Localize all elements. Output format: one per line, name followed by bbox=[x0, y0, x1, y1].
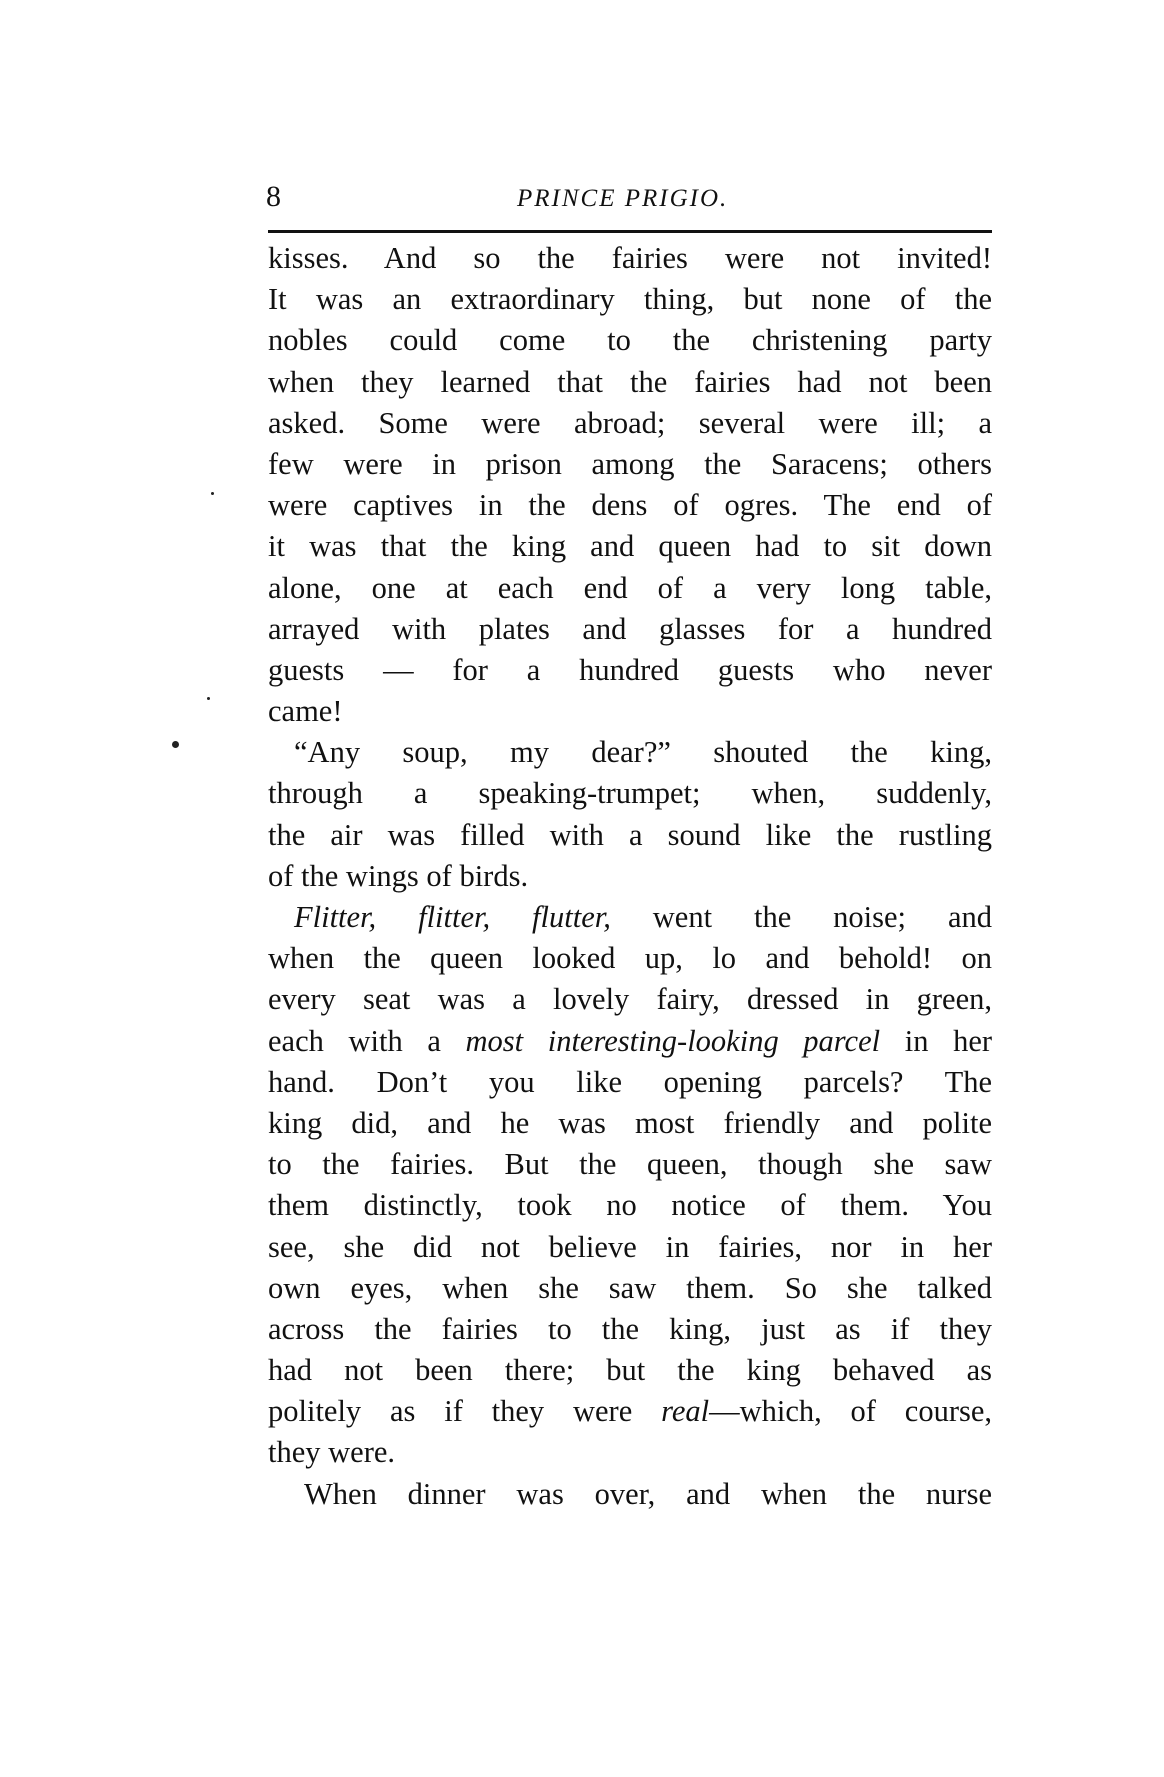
header-rule bbox=[268, 230, 992, 233]
text-line: king did, and he was most friendly and polite bbox=[268, 1105, 992, 1140]
text-line bbox=[268, 1391, 992, 1432]
text-line: through a speaking-trumpet; when, suddenly, bbox=[268, 776, 992, 811]
text-line: they were. bbox=[268, 1435, 396, 1470]
text-line: every seat was a lovely fairy, dressed in green, bbox=[268, 982, 992, 1017]
italic-text: real bbox=[661, 1394, 710, 1429]
running-title: PRINCE PRIGIO. bbox=[517, 185, 729, 212]
margin-speck bbox=[211, 492, 214, 495]
italic-text: Flitter, flitter, flutter, bbox=[294, 900, 611, 934]
text-run: went the noise; and bbox=[610, 900, 992, 934]
text-line: arrayed with plates and glasses for a hundred bbox=[268, 611, 992, 646]
text-line: of the wings of birds. bbox=[268, 858, 529, 893]
text-line: it was that the king and queen had to sit down bbox=[268, 529, 992, 564]
page-number: 8 bbox=[266, 180, 281, 213]
text-line: when the queen looked up, lo and behold! on bbox=[268, 941, 992, 976]
text-line: own eyes, when she saw them. So she talked bbox=[268, 1270, 992, 1305]
text-line: them distinctly, took no notice of them. You bbox=[268, 1188, 992, 1223]
text-line: kisses. And so the fairies were not invited! bbox=[268, 241, 992, 275]
text-line: “Any soup, my dear?” shouted the king, bbox=[294, 735, 992, 770]
text-line: had not been there; but the king behaved as bbox=[268, 1353, 992, 1388]
text-line: the air was filled with a sound like the rustling bbox=[268, 817, 992, 852]
text-line: came! bbox=[268, 694, 343, 729]
text-line: across the fairies to the king, just as if they bbox=[268, 1311, 992, 1346]
text-run: each with a bbox=[268, 1023, 466, 1058]
body-text bbox=[268, 238, 992, 1515]
text-line bbox=[268, 1021, 992, 1062]
margin-speck bbox=[172, 741, 179, 748]
italic-text: most interesting-looking parcel bbox=[465, 1023, 881, 1058]
text-line: when they learned that the fairies had not been bbox=[268, 364, 992, 399]
text-line: guests — for a hundred guests who never bbox=[268, 652, 992, 687]
text-line: alone, one at each end of a very long table, bbox=[268, 570, 992, 605]
text-line: asked. Some were abroad; several were ill; a bbox=[268, 405, 992, 440]
text-run: in her bbox=[880, 1023, 993, 1058]
text-line: few were in prison among the Saracens; others bbox=[268, 446, 992, 481]
text-run: —which, of course, bbox=[709, 1394, 993, 1429]
text-line: were captives in the dens of ogres. The end of bbox=[268, 488, 992, 523]
text-line: see, she did not believe in fairies, nor in her bbox=[268, 1229, 992, 1264]
text-line: When dinner was over, and when the nurse bbox=[304, 1476, 992, 1511]
text-line: hand. Don’t you like opening parcels? The bbox=[268, 1064, 992, 1099]
text-line: to the fairies. But the queen, though she saw bbox=[268, 1147, 992, 1182]
text-line: It was an extraordinary thing, but none of the bbox=[268, 282, 992, 317]
margin-speck bbox=[207, 697, 210, 700]
text-line: nobles could come to the christening party bbox=[268, 323, 992, 358]
text-run: politely as if they were bbox=[268, 1394, 662, 1429]
text-line bbox=[268, 897, 992, 938]
